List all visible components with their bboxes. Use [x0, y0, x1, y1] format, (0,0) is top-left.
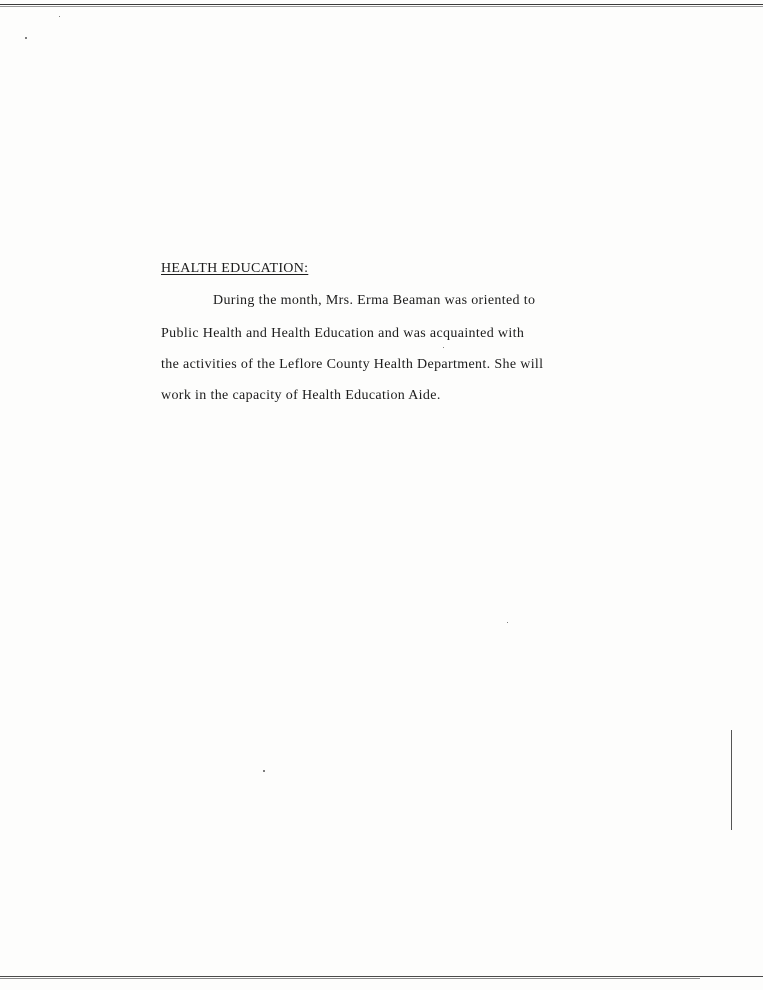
- scan-speck: [59, 16, 60, 17]
- scan-edge-top: [0, 4, 763, 5]
- paragraph-line-1: During the month, Mrs. Erma Beaman was oriented to: [213, 293, 536, 308]
- paragraph-line-3: the activities of the Leflore County Health Department. She will: [161, 357, 544, 372]
- scan-edge-bottom-shadow: [0, 978, 700, 979]
- paragraph-line-4: work in the capacity of Health Education Aide.: [161, 388, 441, 403]
- scan-speck: [507, 622, 508, 623]
- section-heading: HEALTH EDUCATION:: [161, 261, 309, 276]
- scan-speck: [263, 770, 265, 772]
- paragraph-line-2: Public Health and Health Education and was acquainted with: [161, 326, 525, 341]
- scan-speck: [25, 37, 27, 39]
- scan-edge-top-shadow: [0, 6, 763, 7]
- scan-edge-bottom: [0, 976, 763, 977]
- scan-edge-right-mark: [731, 730, 732, 830]
- scan-speck: [443, 347, 444, 348]
